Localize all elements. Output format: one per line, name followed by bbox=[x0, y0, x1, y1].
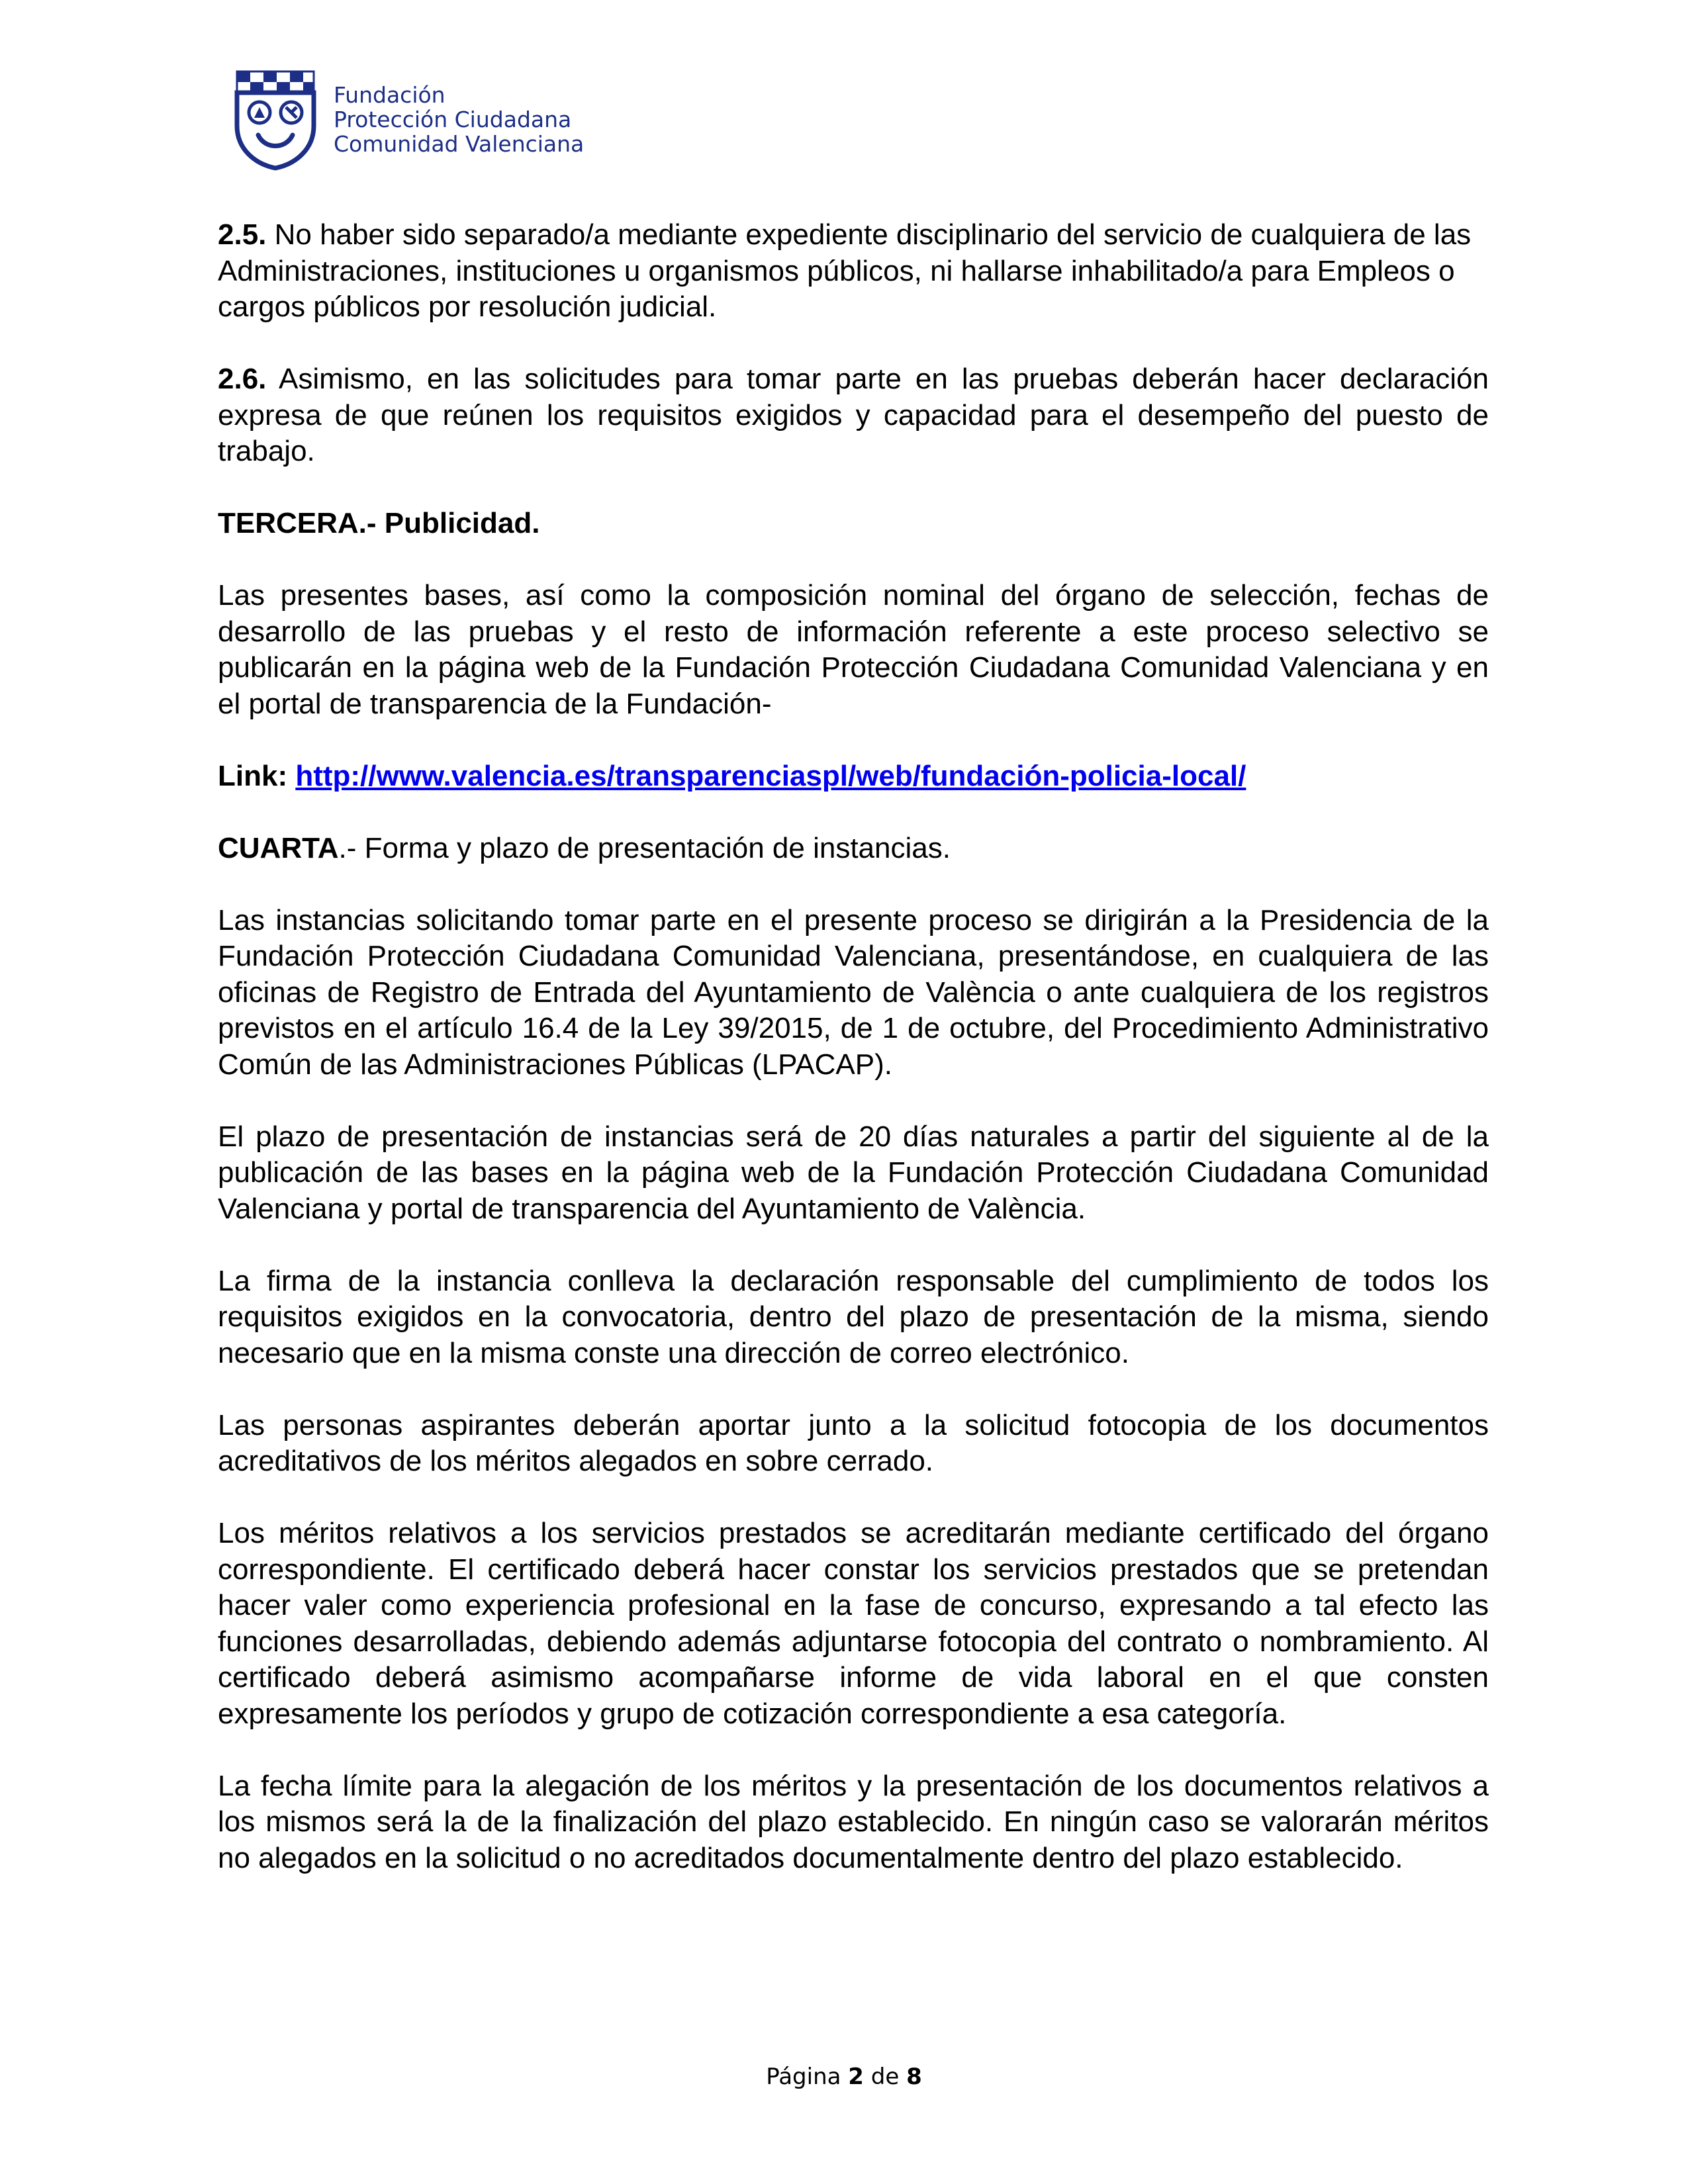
paragraph-aspirantes: Las personas aspirantes deberán aportar junto a la solicitud fotocopia de los documentos acreditativos de los méritos alegados en sobre cerrado. bbox=[218, 1408, 1489, 1477]
section-heading-text: .- Forma y plazo de presentación de instancias. bbox=[338, 831, 951, 864]
paragraph-meritos: Los méritos relativos a los servicios prestados se acreditarán mediante certificado del órgano correspondiente. El certificado deberá hacer constar los servicios prestados que se pretendan hacer valer como experiencia profesional en la fase de concurso, expresando a tal efecto las funciones desarrolladas, debiendo además adjuntarse fotocopia del contrato o nombramiento. Al certificado deberá asimismo acompañarse informe de vida laboral en el que consten expresamente los períodos y grupo de cotización correspondiente a esa categoría. bbox=[218, 1517, 1489, 1730]
paragraph-2-6 bbox=[218, 361, 1489, 470]
org-name-line-2: Protección Ciudadana bbox=[334, 106, 572, 132]
link-label: Link: bbox=[218, 759, 296, 792]
organization-name bbox=[334, 83, 584, 156]
paragraph-text: No haber sido separado/a mediante expediente disciplinario del servicio de cualquiera de las Administraciones, instituciones u organismos públicos, ni hallarse inhabilitado/a para Empleos o cargos públicos por resolución judicial. bbox=[218, 218, 1472, 323]
org-name-line-3: Comunidad Valenciana bbox=[334, 130, 585, 157]
section-number: 2.6. bbox=[218, 363, 267, 395]
section-heading-tercera: TERCERA.- Publicidad. bbox=[218, 507, 540, 539]
fundacion-shield-logo-icon bbox=[234, 68, 316, 171]
total-page-number: 8 bbox=[906, 2064, 922, 2090]
paragraph-publicidad: Las presentes bases, así como la composición nominal del órgano de selección, fechas de desarrollo de las pruebas y el resto de información referente a este proceso selectivo se publicarán en la página web de la Fundación Protección Ciudadana Comunidad Valenciana y en el portal de transparencia de la Fundación- bbox=[218, 579, 1489, 720]
current-page-number: 2 bbox=[848, 2064, 864, 2090]
document-header bbox=[234, 66, 584, 172]
section-number: 2.5. bbox=[218, 218, 267, 251]
paragraph-instancias: Las instancias solicitando tomar parte en el presente proceso se dirigirán a la Presidencia de la Fundación Protección Ciudadana Comunidad Valenciana, presentándose, en cualquiera de las oficinas de Registro de Entrada del Ayuntamiento de València o ante cualquiera de los registros previstos en el artículo 16.4 de la Ley 39/2015, de 1 de octubre, del Procedimiento Administrativo Común de las Administraciones Públicas (LPACAP). bbox=[218, 903, 1489, 1081]
paragraph-firma: La firma de la instancia conlleva la declaración responsable del cumplimiento de todos los requisitos exigidos en la convocatoria, dentro del plazo de presentación de la misma, siendo necesario que en la misma conste una dirección de correo electrónico. bbox=[218, 1264, 1489, 1369]
paragraph-fecha-limite: La fecha límite para la alegación de los méritos y la presentación de los documentos relativos a los mismos será la de la finalización del plazo establecido. En ningún caso se valorarán méritos no alegados en la solicitud o no acreditados documentalmente dentro del plazo establecido. bbox=[218, 1769, 1489, 1874]
paragraph-2-5 bbox=[218, 217, 1489, 326]
paragraph-text: Asimismo, en las solicitudes para tomar parte en las pruebas deberán hacer declaración expresa de que reúnen los requisitos exigidos y capacidad para el desempeño del puesto de trabajo. bbox=[218, 363, 1489, 467]
org-name-line-1: Fundación bbox=[334, 81, 445, 108]
paragraph-plazo: El plazo de presentación de instancias será de 20 días naturales a partir del siguiente al de la publicación de las bases en la página web de la Fundación Protección Ciudadana Comunidad Valenciana y portal de transparencia del Ayuntamiento de València. bbox=[218, 1120, 1489, 1225]
link-line bbox=[218, 758, 1489, 795]
page-separator: de bbox=[863, 2064, 907, 2090]
transparency-link[interactable]: http://www.valencia.es/transparenciaspl/web/fundación-policia-local/ bbox=[295, 759, 1246, 792]
section-heading-label: CUARTA bbox=[218, 831, 339, 864]
page-label: Página bbox=[766, 2064, 849, 2090]
section-heading-cuarta bbox=[218, 831, 1489, 867]
page-footer bbox=[0, 2064, 1688, 2090]
document-body bbox=[218, 217, 1489, 1913]
